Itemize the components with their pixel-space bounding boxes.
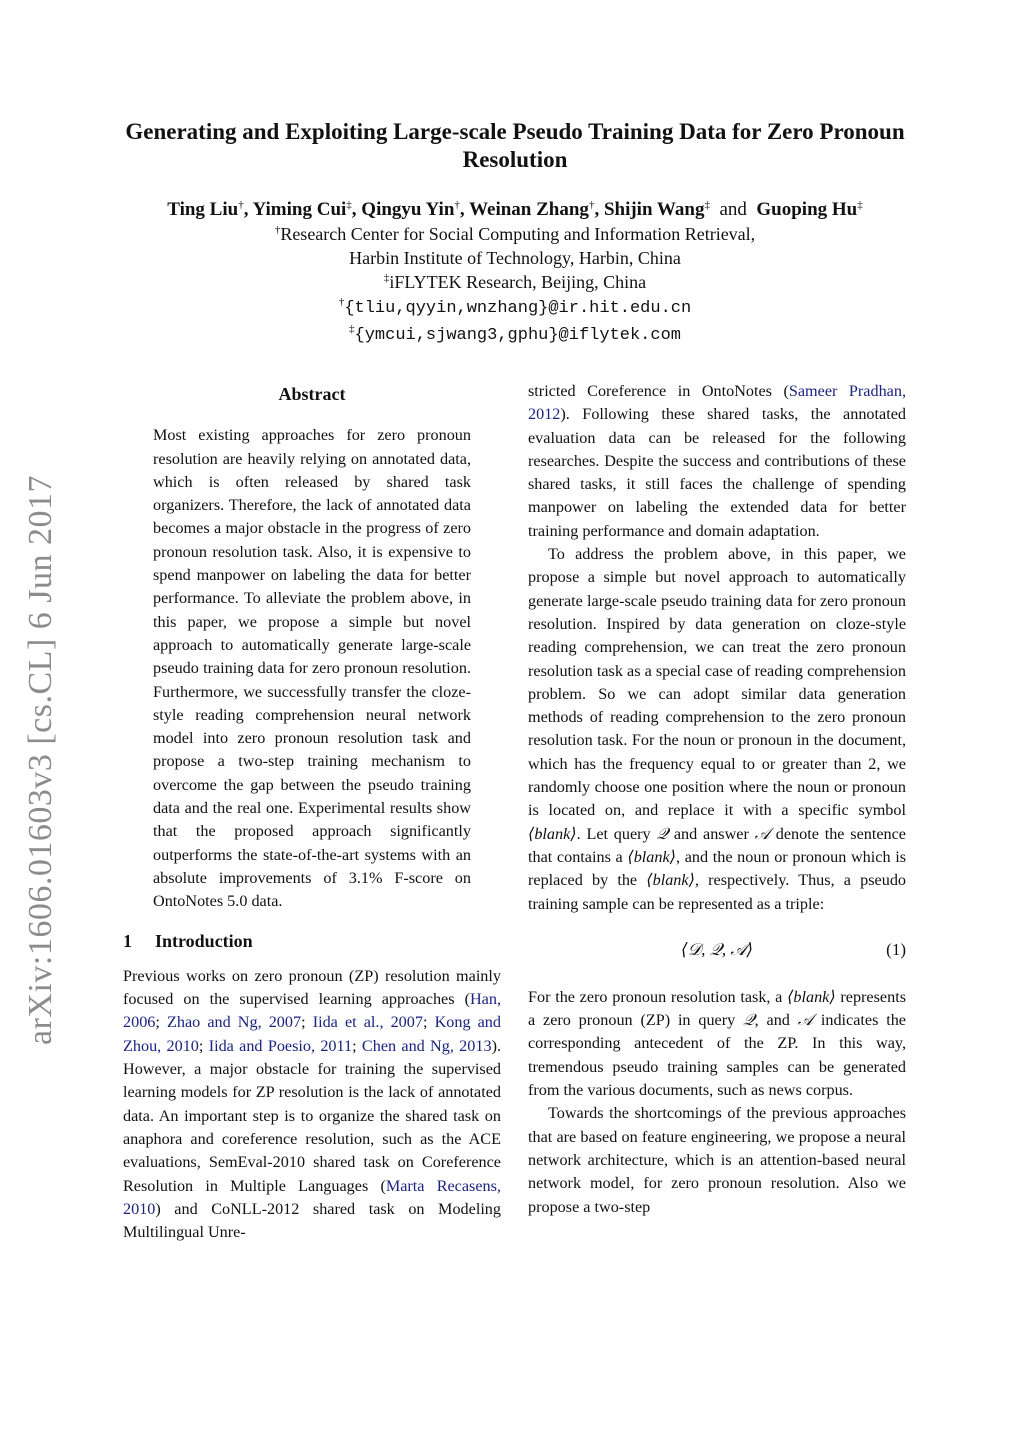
email-mark: † bbox=[338, 296, 345, 308]
author-mark: † bbox=[454, 199, 460, 211]
citation-link[interactable]: Sameer Pradhan, 2012 bbox=[528, 382, 906, 424]
body-paragraph bbox=[528, 543, 906, 916]
affiliation-line: iFLYTEK Research, Beijing, China bbox=[389, 272, 647, 292]
paper-title: Generating and Exploiting Large-scale Pseudo Training Data for Zero Pronoun Resolution bbox=[125, 119, 905, 172]
math-answer-symbol: 𝒜 bbox=[754, 824, 770, 843]
right-column bbox=[528, 380, 906, 1219]
section-heading-introduction bbox=[123, 930, 501, 953]
body-text: ; bbox=[301, 1013, 313, 1032]
affiliation-1 bbox=[80, 222, 950, 246]
arxiv-sidebar bbox=[6, 470, 76, 1050]
author-mark: † bbox=[588, 199, 595, 211]
abstract-text: Most existing approaches for zero pronoun resolution are heavily relying on annotated data, which is often released by shared task organizers. Therefore, the lack of annotated data becomes a major obstacle in the progress of zero pronoun resolution task. Also, it is expensive to spend manpower on labeling the data for better performance. To alleviate the problem above, in this paper, we propose a simple but novel approach to automatically generate large-scale pseudo training data for zero pronoun resolution. Furthermore, we successfully transfer the cloze-style reading comprehension neural network model into zero pronoun resolution task and propose a two-step training mechanism to overcome the gap between the pseudo training data and the real one. Experimental results show that the proposed approach significantly outperforms the state-of-the-art systems with an absolute improvements of 3.1% F-score on OntoNotes 5.0 data. bbox=[153, 426, 471, 911]
body-text: ). Following these shared tasks, the annotated evaluation data can be released for the following researches. Despite the success and contributions of these shared tasks, it still faces the challenge of spending manpower on labeling the extended data for better training performance and domain adaptation. bbox=[528, 405, 906, 540]
email-1-line bbox=[80, 294, 950, 321]
citation-link[interactable]: Iida and Poesio, 2011 bbox=[208, 1036, 353, 1055]
body-paragraph: Towards the shortcomings of the previous approaches that are based on feature engineering, we propose a neural network architecture, which is an attention-based neural network model, for zero pronoun resolution. Also we propose a two-step bbox=[528, 1104, 906, 1216]
left-column bbox=[123, 380, 501, 1244]
author-separator: , bbox=[243, 199, 253, 220]
math-blank: ⟨blank⟩ bbox=[646, 871, 695, 890]
affiliation-line: Research Center for Social Computing and Information Retrieval, bbox=[280, 224, 756, 244]
body-text: For the zero pronoun resolution task, a bbox=[528, 987, 788, 1006]
body-text: , respectively. Thus, a pseudo training sample can be represented as a triple: bbox=[528, 871, 907, 913]
citation-link[interactable]: Marta Recasens, 2010 bbox=[123, 1176, 501, 1218]
body-text: ). However, a major obstacle for training the supervised learning models for ZP resolution is the lack of annotated data. An important step is to organize the shared task on anaphora and coreference resolution, such as the ACE evaluations, SemEval-2010 shared task on Coreference Resolution in Multiple Languages ( bbox=[123, 1036, 501, 1195]
citation-link[interactable]: Kong and Zhou, 2010 bbox=[123, 1013, 501, 1055]
author-name: Yiming Cui bbox=[252, 199, 347, 220]
author-mark: ‡ bbox=[857, 199, 863, 211]
math-query-symbol: 𝒬 bbox=[656, 824, 669, 843]
equation-body: ⟨𝒟, 𝒬, 𝒜⟩ bbox=[680, 939, 754, 959]
author-name: Ting Liu bbox=[167, 199, 239, 220]
affiliation-mark: † bbox=[274, 224, 281, 236]
math-blank: ⟨blank⟩ bbox=[528, 824, 577, 843]
author-separator: , bbox=[351, 199, 362, 220]
section-number: 1 bbox=[123, 930, 132, 951]
author-name: Qingyu Yin bbox=[361, 199, 455, 220]
author-name: Weinan Zhang bbox=[469, 199, 589, 220]
math-query-symbol: 𝒬 bbox=[743, 1011, 755, 1030]
body-text: denote the sentence that contains a bbox=[528, 824, 906, 866]
intro-paragraph bbox=[123, 965, 501, 1245]
author-block bbox=[80, 198, 950, 348]
arxiv-identifier: arXiv:1606.01603v3 [cs.CL] 6 Jun 2017 bbox=[22, 474, 59, 1046]
body-text: indicates the corresponding antecedent of the ZP. In this way, tremendous pseudo training samples can be generated from the various documents, such as news corpus. bbox=[528, 1011, 906, 1100]
author-mark: ‡ bbox=[346, 199, 352, 211]
email-address: {tliu,qyyin,wnzhang}@ir.hit.edu.cn bbox=[344, 299, 692, 318]
author-separator: , bbox=[594, 199, 604, 220]
body-paragraph bbox=[528, 380, 906, 543]
body-text: ; bbox=[198, 1036, 209, 1055]
math-answer-symbol: 𝒜 bbox=[797, 1011, 814, 1030]
body-text: ; bbox=[352, 1036, 362, 1055]
body-text: represents a zero pronoun (ZP) in query bbox=[528, 987, 906, 1030]
author-mark: † bbox=[238, 199, 244, 211]
email-address: {ymcui,sjwang3,gphu}@iflytek.com bbox=[354, 326, 681, 345]
author-separator: , bbox=[459, 199, 470, 220]
citation-link[interactable]: Han, 2006 bbox=[123, 990, 501, 1032]
citation-link[interactable]: Zhao and Ng, 2007 bbox=[166, 1013, 302, 1032]
body-text: , and bbox=[754, 1011, 798, 1030]
citation-link[interactable]: Chen and Ng, 2013 bbox=[361, 1036, 492, 1055]
math-blank: ⟨blank⟩ bbox=[627, 847, 676, 866]
author-name: Shijin Wang bbox=[603, 199, 705, 220]
author-name: Guoping Hu bbox=[756, 199, 858, 220]
affiliation-1-location: Harbin Institute of Technology, Harbin, China bbox=[349, 248, 681, 268]
math-blank: ⟨blank⟩ bbox=[787, 987, 836, 1006]
affiliation-2 bbox=[80, 270, 950, 294]
citation-link[interactable]: Iida et al., 2007 bbox=[312, 1013, 423, 1032]
affiliation-mark: ‡ bbox=[383, 272, 390, 284]
author-mark: ‡ bbox=[704, 199, 710, 211]
body-text: Previous works on zero pronoun (ZP) resolution mainly focused on the supervised learning approaches ( bbox=[123, 966, 501, 1009]
body-paragraph bbox=[528, 986, 906, 1102]
email-mark: ‡ bbox=[349, 323, 355, 335]
abstract-heading: Abstract bbox=[278, 384, 346, 404]
body-text: , and the noun or pronoun which is replaced by the bbox=[528, 847, 906, 890]
body-text: . Let query bbox=[576, 824, 657, 843]
section-title: Introduction bbox=[155, 930, 253, 951]
equation-1 bbox=[528, 938, 906, 964]
equation-number: (1) bbox=[886, 939, 906, 959]
body-text: To address the problem above, in this paper, we propose a simple but novel approach to automatically generate large-scale pseudo training data for zero pronoun resolution. Inspired by data generation on cloze-style reading comprehension, we can treat the zero pronoun resolution task as a special case of reading comprehension problem. So we can adopt similar data generation methods of reading comprehension to the zero pronoun resolution task. For the noun or pronoun in the document, which has the frequency equal to or greater than 2, we randomly choose one position where the noun or pronoun is located on, and replace it with a specific symbol bbox=[528, 545, 906, 820]
body-text: stricted Coreference in OntoNotes ( bbox=[528, 382, 789, 400]
body-text: ; bbox=[155, 1013, 167, 1032]
body-text: ) and CoNLL-2012 shared task on Modeling Multilingual Unre- bbox=[123, 1199, 501, 1242]
author-list bbox=[80, 198, 950, 222]
author-and: and bbox=[719, 199, 747, 220]
body-text: and answer bbox=[668, 824, 755, 843]
body-text: ; bbox=[422, 1013, 435, 1032]
email-2-line bbox=[80, 321, 950, 348]
